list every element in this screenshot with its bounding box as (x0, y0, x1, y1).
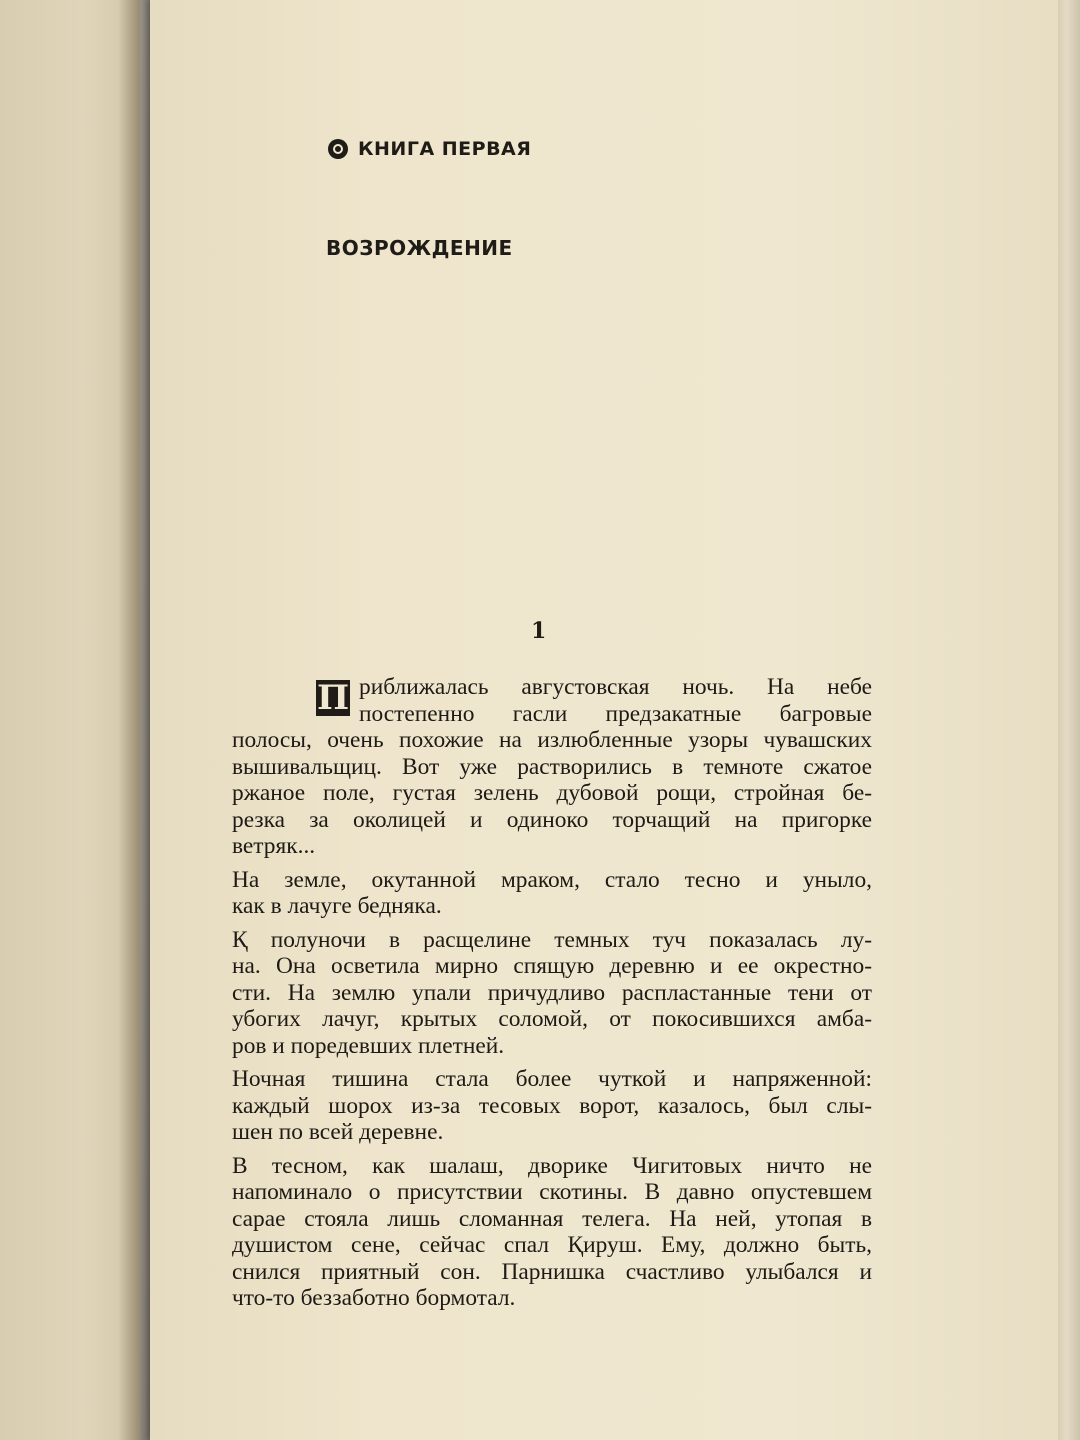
circle-ornament-icon (328, 139, 348, 159)
part-title: ВОЗРОЖДЕНИЕ (326, 236, 513, 260)
text-line: На земле, окутанной мраком, стало тесно и уныло, (232, 866, 872, 893)
text-line: постепенно гасли предзакатные багровые (359, 700, 872, 727)
paragraph-1 (232, 674, 872, 860)
text-line: убогих лачуг, крытых соломой, от покосившихся амба- (232, 1006, 872, 1032)
chapter-number: 1 (531, 618, 547, 644)
text-line: на. Она осветила мирно спящую деревню и ее окрестно- (232, 953, 872, 979)
text-line: как в лачуге бедняка. (232, 893, 442, 919)
drop-cap: П (316, 678, 350, 718)
paragraph-2 (232, 867, 872, 920)
text-line: ржаное поле, густая зелень дубовой рощи, стройная бе- (232, 780, 872, 806)
text-line: Ночная тишина стала более чуткой и напряженной: (232, 1066, 872, 1092)
page-stack-edge (1058, 0, 1080, 1440)
text-line: риближалась августовская ночь. На небе (359, 674, 872, 700)
paragraph-3 (232, 927, 872, 1060)
paragraph-5 (232, 1153, 872, 1312)
text-line: снился приятный сон. Парнишка счастливо улыбался и (232, 1258, 872, 1285)
text-line: Қ полуночи в расщелине темных туч показалась лу- (232, 926, 872, 953)
text-line: резка за околицей и одиноко торчащий на пригорке (232, 806, 872, 833)
text-line: ров и поредевших плетней. (232, 1032, 505, 1059)
book-spine-shadow (118, 0, 152, 1440)
text-line: В тесном, как шалаш, дворике Чигитовых ничто не (232, 1152, 872, 1179)
text-line: вышивальщиц. Вот уже растворились в темноте сжатое (232, 753, 872, 780)
chapter-text (232, 674, 872, 1319)
text-line: шен по всей деревне. (232, 1119, 444, 1145)
text-line: напоминало о присутствии скотины. В давно опустевшем (232, 1179, 872, 1205)
text-line: каждый шорох из-за тесовых ворот, казалось, был слы- (232, 1092, 872, 1119)
text-line: душистом сене, сейчас спал Қируш. Ему, должно быть, (232, 1232, 872, 1258)
text-line: сти. На землю упали причудливо распластанные тени от (232, 979, 872, 1006)
text-line: что-то беззаботно бормотал. (232, 1285, 516, 1311)
text-line: сарае стояла лишь сломанная телега. На ней, утопая в (232, 1205, 872, 1232)
text-line: ветряк... (232, 833, 316, 859)
paragraph-4 (232, 1066, 872, 1146)
text-line: полосы, очень похожие на излюбленные узоры чувашских (232, 727, 872, 753)
book-title: КНИГА ПЕРВАЯ (358, 138, 532, 160)
book-header (328, 134, 531, 164)
